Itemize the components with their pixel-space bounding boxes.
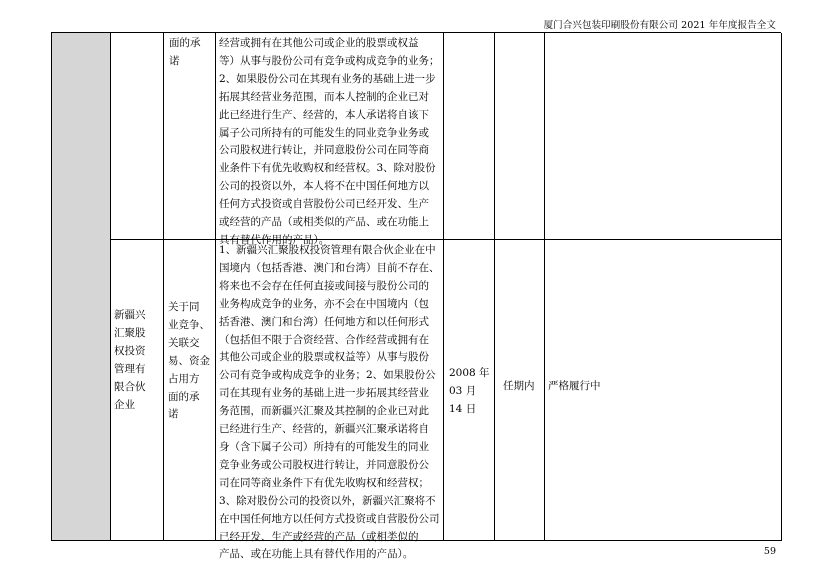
commitment-content-line: 司在其现有业务的基础上进一步拓展其经营业 [219,387,429,400]
promisor-name-line: 限合伙 [114,380,146,393]
commitment-content-line: 产品、或在功能上具有替代作用的产品）。 [219,548,414,561]
commitment-content-line: 业条件下有优先收购权和经营权。3、除对股份 [219,162,436,175]
commitment-content-line: 将来也不会存在任何直接或间接与股份公司的 [219,279,429,292]
commitment-content-line: 业务构成竞争的业务，亦不会在中国境内（包 [219,297,429,310]
promisor-name-line: 新疆兴 [114,309,146,321]
commitment-content-line: 公司有竞争或构成竞争的业务；2、如果股份公 [219,369,436,382]
table-border-left [51,33,52,541]
column-divider [215,33,216,541]
row-divider [110,239,781,240]
commitment-content-line: 国境内（包括香港、澳门和台湾）目前不存在、 [219,261,440,274]
commitment-content [219,242,440,564]
commitment-date [449,365,490,419]
commitment-content-line: 1、新疆兴汇聚股权投资管理有限合伙企业在中 [219,244,436,256]
fulfillment-status: 严格履行中 [548,380,601,392]
promisor-name-line: 管理有 [114,362,146,375]
commitment-content-line: （包括但不限于合资经营、合作经营或拥有在 [219,333,429,346]
commitment-type-line: 诺 [169,54,180,67]
commitment-type-line: 关联交 [168,336,200,349]
promisor-name [114,307,146,414]
commitment-date-line: 2008 年 [449,367,490,379]
commitment-content-line: 公司的投资以外，本人将不在中国任何地方以 [219,180,429,193]
continued-commitment-content [219,35,440,250]
commitment-date-line: 14 日 [449,402,477,415]
commitment-content-line: 或经营的产品（或相类似的产品、或在功能上 [219,216,429,229]
commitment-type-line: 关于同 [168,301,200,313]
column-divider [443,33,444,541]
commitment-content-line: 括香港、澳门和台湾）任何地方和以任何形式 [219,315,429,328]
promisor-name-line: 企业 [114,398,135,411]
commitment-content-line: 务范围，而新疆兴汇聚及其控制的企业已对此 [219,405,429,418]
commitment-content-line: 其他公司或企业的股票或权益等）从事与股份 [219,351,429,364]
commitment-type-line: 面的承 [168,390,200,403]
commitment-content-line: 此已经进行生产、经营的，本人承诺将自该下 [219,108,429,121]
continued-commitment-type [169,35,201,71]
commitment-content-line: 经营或拥有在其他公司或企业的股票或权益 [219,37,419,49]
column-divider [163,33,164,541]
table-border-right [781,33,782,541]
column-divider [544,33,545,541]
commitment-type-line: 业竞争、 [168,318,210,331]
commitment-content-line: 身（含下属子公司）所持有的可能发生的同业 [219,440,429,453]
commitment-type-line: 面的承 [169,37,201,49]
commitment-content-line: 在中国任何地方以任何方式投资或自营股份公司 [219,512,440,525]
commitment-type-line: 诺 [168,408,179,421]
commitment-content-line: 2、如果股份公司在其现有业务的基础上进一步 [219,72,436,85]
column-divider [110,33,111,541]
commitment-date-line: 03 月 [449,384,477,397]
page-number: 59 [763,546,776,557]
commitment-content-line: 公司股权进行转让，并同意股份公司在同等商 [219,144,429,157]
promisor-name-line: 汇聚股 [114,326,146,339]
column-divider [494,33,495,541]
commitment-content-line: 竞争业务或公司股权进行转让，并同意股份公 [219,458,429,471]
commitment-content-line: 拓展其经营业务范围，而本人控制的企业已对 [219,90,429,103]
commitment-term: 任期内 [503,380,535,392]
commitment-content-line: 任何方式投资或自营股份公司已经开发、生产 [219,198,429,211]
promisor-name-line: 权投资 [114,344,146,357]
commitment-content-line: 3、除对股份公司的投资以外，新疆兴汇聚将不 [219,494,436,507]
commitment-type-line: 占用方 [168,372,200,385]
commitment-content-line: 已经开发、生产或经营的产品（或相类似的 [219,530,419,543]
report-header-title: 厦门合兴包装印刷股份有限公司 2021 年年度报告全文 [543,20,776,31]
commitment-content-line: 等）从事与股份公司有竞争或构成竞争的业务； [219,54,440,67]
commitment-content-line: 属子公司所持有的可能发生的同业竞争业务或 [219,126,429,139]
commitment-content-line: 已经进行生产、经营的，新疆兴汇聚承诺将自 [219,423,429,436]
commitment-type-line: 易、资金 [168,354,210,367]
commitment-content-line: 具有替代作用的产品）。 [219,233,330,246]
commitment-type [168,299,210,424]
commitment-content-line: 司在同等商业条件下有优先收购权和经营权； [219,476,429,489]
shaded-category-column [51,33,110,541]
